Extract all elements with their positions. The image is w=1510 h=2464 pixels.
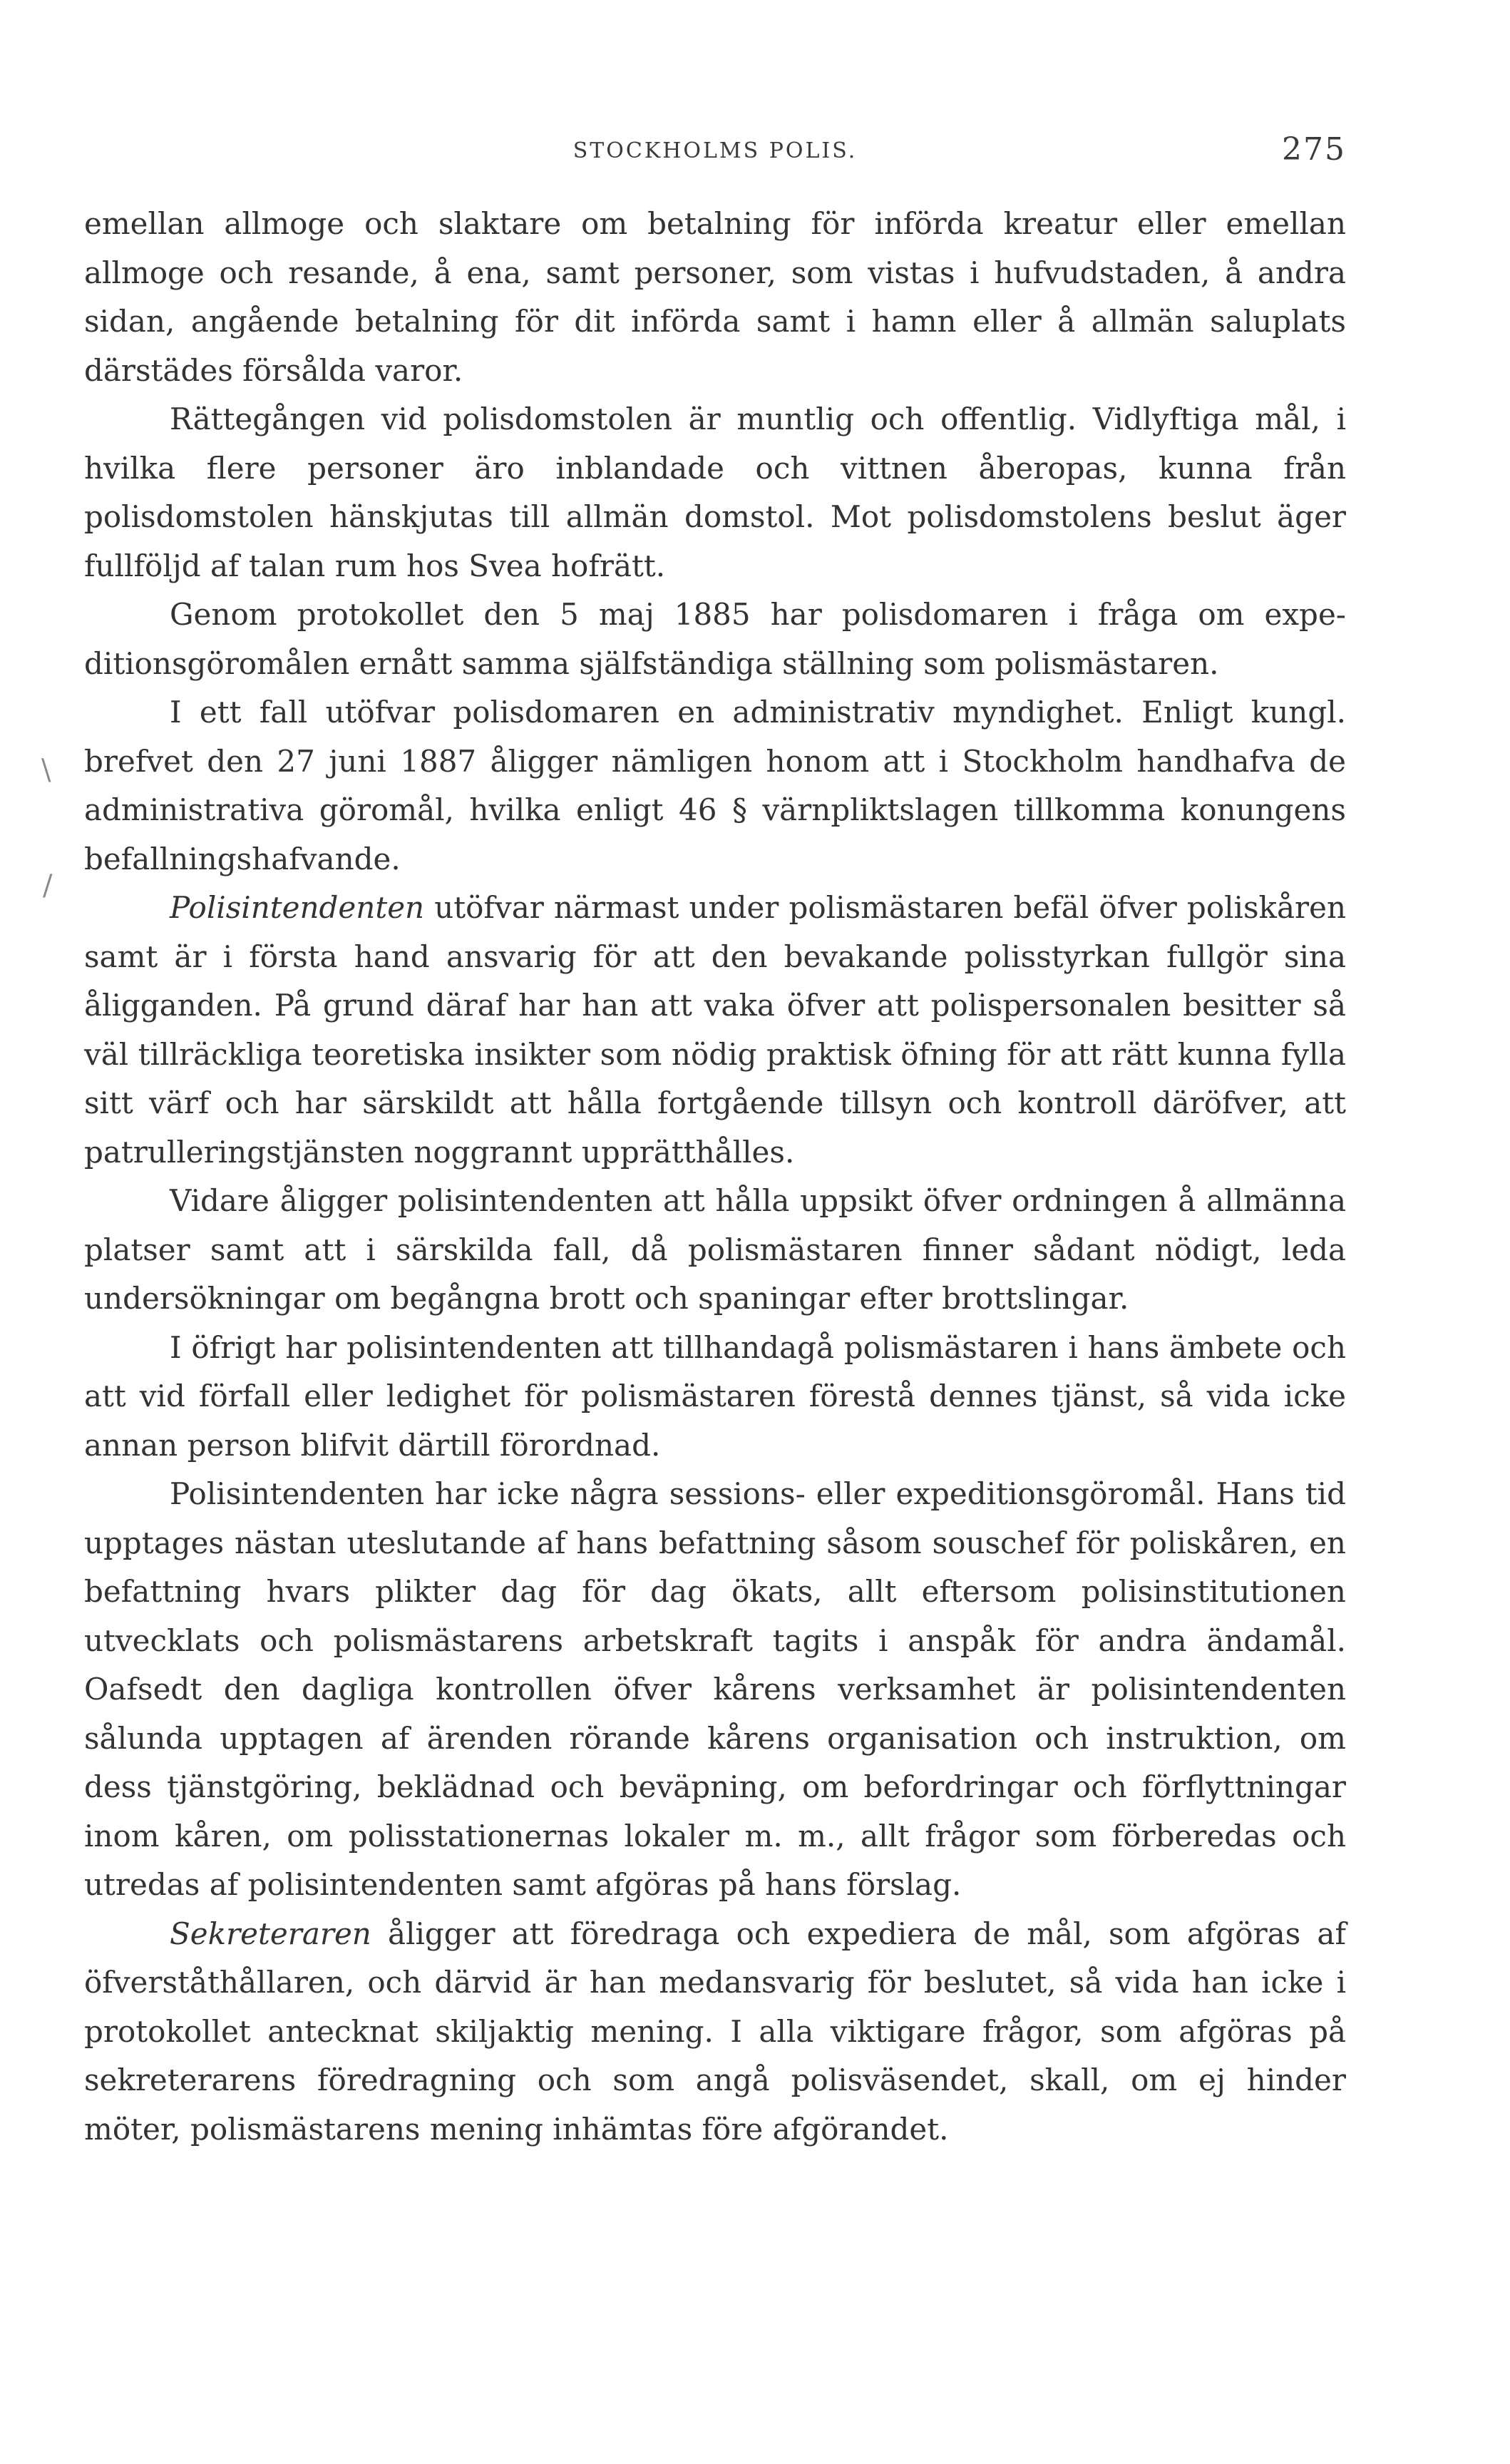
paragraph-3: [84, 591, 1346, 688]
paragraph-text: Rättegången vid polisdomstolen är muntlig och offentlig. Vidlyftiga mål, i hvilka flere personer äro inblandade och vittnen åberopas, kunna från polisdomstolen hänskjutas till allmän domstol. Mot polisdomstolens beslut äger fullföljd af talan rum hos Svea hofrätt.: [84, 402, 1346, 583]
paragraph-6: [84, 1177, 1346, 1324]
body-text: [84, 200, 1346, 2154]
margin-mark: /: [43, 869, 53, 902]
running-head: [84, 131, 1346, 173]
paragraph-text: emellan allmoge och slaktare om betalning för införda kreatur eller emellan allmoge och resande, å ena, samt personer, som vistas i hufvudstaden, å andra sidan, angående betalning för dit införda samt i hamn eller å allmän saluplats därstädes försålda varor.: [84, 206, 1346, 388]
paragraph-text: Polisintendenten har icke några sessions- eller expeditionsgöromål. Hans tid upptages nästan uteslutande af hans befattning såsom souschef för poliskåren, en befattning hvars plikter dag för dag ökats, allt eftersom polisinstitutionen utvecklats och polismästarens arbetskraft tagits i anspåk för andra ändamål. Oafsedt den dagliga kontrollen öfver kårens verksamhet är polisintendenten sålunda upptagen af ärenden rörande kårens organisation och instruktion, om dess tjänstgöring, beklädnad och beväpning, om befordringar och förflyttningar inom kåren, om polisstationernas lokaler m. m., allt frågor som förberedas och utredas af polisintendenten samt afgöras på hans förslag.: [84, 1476, 1346, 1902]
paragraph-text: I ett fall utöfvar polisdomaren en administrativ myndighet. Enligt kungl. brefvet den 27 juni 1887 åligger nämligen honom att i Stockholm handhafva de administrativa göromål, hvilka enligt 46 § värnpliktslagen tillkomma konungens befallningshafvande.: [84, 695, 1346, 876]
paragraph-text: Vidare åligger polisintendenten att hålla uppsikt öfver ordningen å allmänna platser samt att i särskilda fall, då polismästaren finner sådant nödigt, leda undersökningar om begångna brott och spaningar efter brottslingar.: [84, 1183, 1346, 1316]
paragraph-5: [84, 884, 1346, 1177]
running-title: STOCKHOLMS POLIS.: [572, 138, 858, 163]
paragraph-2: [84, 395, 1346, 591]
paragraph-text: åligger att föredraga och expediera de mål, som afgöras af öfverståthållaren, och därvid är han medansvarig för beslutet, så vida han icke i protokollet antecknat skiljaktig mening. I alla viktigare frågor, som afgöras på sekreterarens föredragning och som angå polisväsendet, skall, om ej hinder möter, polismästarens mening inhämtas före afgörandet.: [84, 1916, 1346, 2147]
paragraph-9: [84, 1910, 1346, 2154]
paragraph-lead-italic: Sekreteraren: [170, 1916, 371, 1951]
page-number: 275: [1282, 131, 1346, 168]
margin-mark: \: [41, 754, 51, 787]
paragraph-1: [84, 200, 1346, 395]
paragraph-text: Genom protokollet den 5 maj 1885 har polisdomaren i fråga om expeditionsgöromålen ernått samma själfständiga ställning som polismästaren.: [84, 597, 1346, 681]
paragraph-lead-italic: Polisintendenten: [170, 890, 425, 925]
paragraph-4: [84, 688, 1346, 884]
paragraph-text: utöfvar närmast under polismästaren befäl öfver poliskåren samt är i första hand ansvarig för att den bevakande polisstyrkan fullgör sina åligganden. På grund däraf har han att vaka öfver att polispersonalen besitter så väl tillräckliga teoretiska insikter som nödig praktisk öfning för att rätt kunna fylla sitt värf och har särskildt att hålla fortgående tillsyn och kontroll däröfver, att patrulleringstjänsten noggrannt upprätthålles.: [84, 890, 1346, 1170]
paragraph-8: [84, 1470, 1346, 1910]
paragraph-text: I öfrigt har polisintendenten att tillhandagå polismästaren i hans ämbete och att vid förfall eller ledighet för polismästaren förestå dennes tjänst, så vida icke annan person blifvit därtill förordnad.: [84, 1329, 1346, 1463]
paragraph-7: [84, 1324, 1346, 1471]
